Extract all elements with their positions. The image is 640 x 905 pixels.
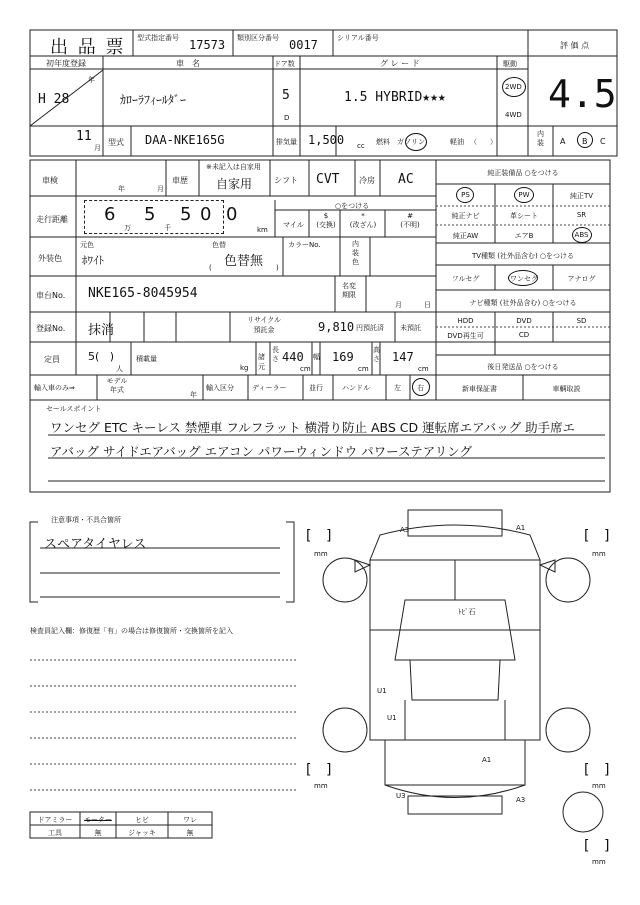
later-title: 後日発送品 ○をつける: [487, 363, 559, 371]
equipment-title: 純正装備品 ○をつける: [487, 169, 559, 177]
load-label: 積載量: [136, 355, 157, 363]
tire-fr-bracket-close: ]: [604, 528, 610, 544]
recycle-value: 9,810: [318, 320, 355, 334]
category-number-value: 0017: [289, 38, 318, 52]
import-label: 輸入車のみ⇒: [34, 384, 75, 392]
repaint-paren-open: (: [209, 264, 212, 272]
chassis-label: 車台No.: [36, 291, 66, 300]
tire-spare-bracket-open: [: [584, 838, 590, 854]
doors-type: D: [284, 114, 290, 122]
repaint-label: 色替: [212, 241, 226, 249]
dealer-label[interactable]: ディーラー: [252, 384, 287, 392]
tire-rr-bracket-close: ]: [604, 762, 610, 778]
mark-rear-right: A3: [516, 796, 526, 804]
navi-title: ナビ種類 (社外品含む) ○をつける: [469, 299, 577, 307]
height-label: 高 さ: [373, 346, 380, 363]
drive-2wd[interactable]: 2WD: [505, 83, 522, 91]
month-suffix: 月: [94, 144, 101, 152]
first-reg-label: 初年度登録: [46, 59, 86, 68]
serial-label: シリアル番号: [337, 34, 379, 42]
displacement-value: 1,500: [308, 133, 345, 147]
acc-motor[interactable]: モーター: [84, 816, 112, 824]
acc-door-mirror: ドアミラー: [37, 816, 73, 824]
mark-left-door-2: U1: [387, 714, 397, 722]
handle-left[interactable]: 左: [394, 384, 401, 392]
tv-title: TV種類 (社外品含む) ○をつける: [471, 252, 575, 260]
model-year-label: モデル 年式: [106, 377, 128, 394]
load-unit: kg: [240, 364, 249, 372]
height-value: 147: [392, 350, 414, 364]
grade-label: グ レ ー ド: [380, 59, 420, 68]
tire-rl-unit: mm: [314, 782, 328, 790]
doors-value: 5: [282, 88, 290, 103]
equip-leather[interactable]: 革シート: [510, 212, 538, 220]
mark-rear-left: U3: [396, 792, 406, 800]
registration-label: 登録No.: [36, 324, 66, 333]
model-label: 型式: [108, 138, 124, 147]
interior-a[interactable]: A: [560, 137, 566, 146]
color-no-label: カラーNo.: [288, 241, 321, 249]
mileage-unit: km: [257, 226, 268, 234]
mark-front-right: A1: [516, 524, 526, 532]
length-unit: cm: [300, 365, 311, 373]
history-value: 自家用: [216, 177, 253, 191]
rating-label: 評 価 点: [560, 41, 590, 50]
rating-value: 4.5: [548, 72, 617, 116]
width-unit: cm: [358, 365, 369, 373]
sales-line-2: アバッグ サイドエアバッグ エアコン パワーウィンドウ パワーステアリング: [50, 444, 473, 459]
equip-aw[interactable]: 純正AW: [452, 232, 479, 240]
shift-value: CVT: [316, 172, 340, 187]
diesel-paren-close: ）: [490, 138, 497, 146]
car-name-label: 車 名: [176, 59, 200, 68]
repaint-paren-close: ): [276, 264, 279, 272]
navi-cd[interactable]: CD: [518, 331, 530, 339]
mileage-digit-1: 6: [104, 204, 116, 225]
name-change-day: 日: [424, 301, 431, 309]
diesel-paren-open: （: [470, 138, 477, 146]
tire-spare-unit: mm: [592, 858, 606, 866]
inspection-label: 車検: [42, 176, 58, 185]
caution-value: スペアタイヤレス: [44, 537, 147, 552]
tire-spare-bracket-close: ]: [604, 838, 610, 854]
aircon-value: AC: [398, 172, 414, 187]
capacity-unit: 人: [116, 365, 123, 373]
acc-crack[interactable]: ヒビ: [135, 816, 149, 824]
interior-label: 内装: [537, 130, 544, 147]
meter-header: ○をつける: [335, 202, 370, 210]
width-label: 幅: [313, 353, 320, 361]
type-designation-label: 型式指定番号: [137, 34, 179, 42]
length-label: 長 さ: [272, 346, 279, 363]
acc-jack-value: 無: [186, 829, 194, 837]
meter-exchanged[interactable]: $ (交換): [316, 212, 336, 229]
mileage-digit-5: 0: [226, 204, 238, 225]
meter-tampered[interactable]: * (改ざん): [349, 212, 377, 229]
type-designation-value: 17573: [189, 38, 226, 52]
tire-fl-bracket-close: ]: [326, 528, 332, 544]
fuel-label: 燃料: [376, 138, 390, 146]
grade-value: 1.5 HYBRID★★★: [344, 90, 446, 105]
interior-c[interactable]: C: [600, 137, 606, 146]
equip-navi[interactable]: 純正ナビ: [451, 212, 480, 220]
equip-airbag[interactable]: エアB: [514, 232, 534, 240]
fuel-gasoline-2[interactable]: リン: [411, 138, 425, 146]
parallel-label[interactable]: 並行: [309, 384, 323, 392]
tv-fullseg[interactable]: フルセグ: [451, 275, 480, 283]
form-title: 出 品 票: [50, 37, 126, 58]
recycle-unpaid[interactable]: 未預託: [400, 324, 421, 332]
mileage-digit-4: 0: [200, 204, 212, 225]
mileage-digit-3: 5: [180, 204, 192, 225]
mark-windshield: ﾄﾋﾞ石: [458, 608, 476, 616]
name-change-label: 名変 期限: [342, 282, 356, 299]
exterior-color-label: 外装色: [38, 254, 62, 263]
navi-dvd[interactable]: DVD: [516, 317, 532, 325]
navi-hdd[interactable]: HDD: [457, 317, 474, 325]
tire-rr-bracket-open: [: [584, 762, 590, 778]
repaint-value: 色替無: [224, 254, 264, 269]
sales-label: セールスポイント: [46, 405, 102, 413]
acc-tools-value: 無: [94, 829, 102, 837]
mile-label[interactable]: マイル: [283, 221, 304, 229]
tire-rl-bracket-open: [: [306, 762, 312, 778]
handle-label: ハンドル: [342, 384, 370, 392]
tire-fr-bracket-open: [: [584, 528, 590, 544]
aircon-label: 冷房: [359, 176, 375, 185]
first-reg-month: 11: [76, 129, 92, 144]
tire-rl-bracket-close: ]: [326, 762, 332, 778]
diesel-label[interactable]: 軽油: [450, 138, 464, 146]
equip-abs[interactable]: ABS: [574, 231, 589, 239]
displacement-unit: cc: [357, 142, 365, 150]
equip-tv[interactable]: 純正TV: [569, 192, 594, 200]
acc-jack-label: ジャッキ: [128, 829, 156, 837]
interior-color-label: 内 装 色: [352, 240, 359, 266]
shift-label: シフト: [274, 176, 298, 185]
model-value: DAA-NKE165G: [145, 133, 225, 147]
original-color-value: ﾎﾜｲﾄ: [82, 254, 104, 267]
name-change-month: 月: [395, 301, 402, 309]
mark-front-left: A3: [400, 526, 410, 534]
mileage-sen: 千: [164, 224, 171, 232]
tire-fr-unit: mm: [592, 550, 606, 558]
category-number-label: 類別区分番号: [237, 34, 279, 42]
drive-label: 駆動: [503, 60, 517, 68]
meter-unknown[interactable]: # (不明): [400, 212, 420, 229]
mileage-label: 走行距離: [36, 215, 68, 224]
capacity-value: 5( ): [88, 350, 115, 363]
year-suffix: 年: [88, 76, 95, 84]
inspector-label: 検査員記入欄：修復歴「有」の場合は修復箇所・交換箇所を記入: [30, 627, 233, 635]
history-note: ※未記入は自家用: [206, 163, 261, 171]
first-reg-year: H 28: [38, 92, 70, 107]
handle-right[interactable]: 右: [417, 384, 424, 392]
tire-rr-unit: mm: [592, 782, 606, 790]
tv-oneseg[interactable]: ワンセグ: [510, 275, 538, 283]
caution-label: 注意事項・不具合箇所: [48, 515, 124, 525]
recycle-label: リサイクル 預託金: [246, 316, 282, 334]
mileage-digit-2: 5: [144, 204, 156, 225]
mark-left-door-1: U1: [377, 687, 387, 695]
height-unit: cm: [418, 365, 429, 373]
fuel-gasoline[interactable]: ガソ: [397, 138, 411, 146]
navi-sd[interactable]: SD: [576, 317, 587, 325]
navi-dvd-play[interactable]: DVD再生可: [447, 332, 484, 340]
car-name-value: ｶﾛｰﾗﾌｨｰﾙﾀﾞｰ: [120, 93, 187, 107]
length-value: 440: [282, 350, 304, 364]
mark-rear: A1: [482, 756, 492, 764]
tv-analog[interactable]: アナログ: [567, 275, 596, 283]
capacity-label: 定員: [44, 355, 60, 364]
inspection-year-suffix: 年: [118, 185, 125, 193]
equip-sr[interactable]: SR: [576, 211, 587, 219]
registration-value: 抹消: [88, 323, 115, 338]
tire-fl-bracket-open: [: [306, 528, 312, 544]
import-type-label: 輸入区分: [206, 384, 234, 392]
dims-label: 諸元: [258, 353, 265, 371]
acc-tools-label: 工具: [48, 829, 62, 837]
equip-ps[interactable]: PS: [461, 191, 470, 199]
history-label: 車歴: [172, 176, 188, 185]
later-manual[interactable]: 車輌取説: [552, 385, 581, 393]
doors-label: ドア数: [274, 60, 295, 68]
model-year-suffix: 年: [190, 391, 197, 399]
tire-fl-unit: mm: [314, 550, 328, 558]
equip-pw[interactable]: PW: [518, 191, 530, 199]
inspection-month-suffix: 月: [157, 185, 164, 193]
original-color-label: 元色: [80, 241, 94, 249]
chassis-value: NKE165-8045954: [88, 286, 198, 301]
sales-line-1: ワンセグ ETC キーレス 禁煙車 フルフラット 横滑り防止 ABS CD 運転席エアバッグ 助手席エ: [50, 420, 576, 435]
mileage-man: 万: [124, 224, 131, 232]
width-value: 169: [332, 350, 354, 364]
drive-4wd[interactable]: 4WD: [505, 111, 522, 119]
recycle-paid[interactable]: 円預託済: [356, 324, 384, 332]
acc-break[interactable]: ワレ: [183, 816, 197, 824]
later-warranty[interactable]: 新車保証書: [462, 385, 497, 393]
displacement-label: 排気量: [276, 138, 297, 146]
interior-b[interactable]: B: [582, 137, 588, 146]
